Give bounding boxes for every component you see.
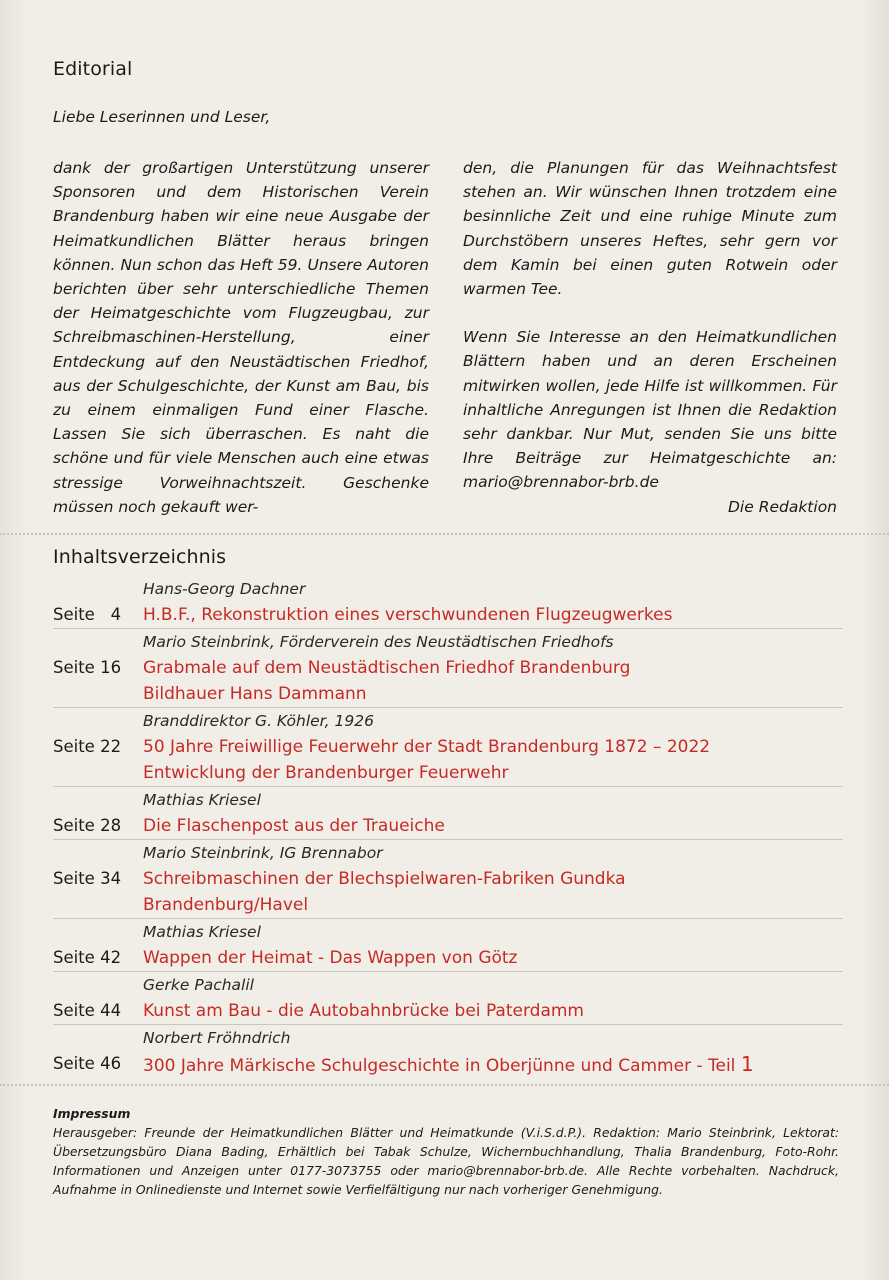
toc-entry	[53, 839, 843, 918]
toc-author: Norbert Fröhndrich	[143, 1029, 291, 1047]
toc-heading: Inhaltsverzeichnis	[53, 546, 227, 568]
table-of-contents	[53, 576, 843, 1079]
toc-entry	[53, 628, 843, 707]
editorial-signoff: Die Redaktion	[727, 497, 837, 516]
impressum	[53, 1104, 839, 1199]
editorial-salutation: Liebe Leserinnen und Leser,	[53, 108, 271, 126]
toc-title-text: 300 Jahre Märkische Schulgeschichte in Oberjünne und Cammer - Teil	[143, 1056, 741, 1076]
toc-page-number: Seite 16	[53, 658, 122, 677]
toc-title: Kunst am Bau - die Autobahnbrücke bei Paterdamm	[143, 1001, 584, 1021]
toc-entry	[53, 918, 843, 971]
toc-entry	[53, 1024, 843, 1079]
editorial-left-text: dank der großartigen Unterstützung unserer Sponsoren und dem Historischen Verein Brandenburg haben wir eine neue Ausgabe der Heimatkundlichen Blätter heraus bringen können. Nun schon das Heft 59. Unsere Autoren berichten über sehr unterschiedliche Themen der Heimatgeschichte vom Flugzeugbau, zur Schreibmaschinen-Herstellung, einer Entdeckung auf den Neustädtischen Friedhof, aus der Schulgeschichte, der Kunst am Bau, bis zu einem einmaligen Fund einer Flasche. Lassen Sie sich überraschen. Es naht die schöne und für viele Menschen auch eine etwas stressige Vorweihnachtszeit. Geschenke müssen noch gekauft wer-	[53, 159, 429, 516]
impressum-text: Herausgeber: Freunde der Heimatkundlichen Blätter und Heimatkunde (V.i.S.d.P.). Redaktion: Mario Steinbrink, Lektorat: Übersetzungsbüro Diana Bading, Erhältlich bei Tabak Schulze, Wichernbuchhandlung, Thalia Brandenburg, Foto-Rohr. Informationen und Anzeigen unter 0177-3073755 oder mario@brennabor-brb.de. Alle Rechte vorbehalten. Nachdruck, Aufnahme in Onlinedienste und Internet sowie Verfielfältigung nur nach vorheriger Genehmigung.	[53, 1125, 839, 1197]
toc-title-part-number: 1	[740, 1052, 754, 1076]
toc-page-number: Seite 44	[53, 1001, 122, 1020]
toc-entry	[53, 971, 843, 1024]
editorial-right-text-1: den, die Planungen für das Weihnachtsfest stehen an. Wir wünschen Ihnen trotzdem eine besinnliche Zeit und eine ruhige Minute zum Durchstöbern unseres Heftes, sehr gern vor dem Kamin bei einen guten Rotwein oder warmen Tee.	[463, 159, 837, 299]
toc-author: Mario Steinbrink, IG Brennabor	[143, 844, 383, 862]
section-divider-top	[0, 533, 889, 535]
toc-subtitle: Brandenburg/Havel	[143, 895, 309, 915]
toc-author: Mario Steinbrink, Förderverein des Neustädtischen Friedhofs	[143, 633, 614, 651]
toc-page-number: Seite 22	[53, 737, 122, 756]
toc-author: Branddirektor G. Köhler, 1926	[143, 712, 374, 730]
toc-author: Hans-Georg Dachner	[143, 580, 306, 598]
toc-entry	[53, 786, 843, 839]
toc-title: Die Flaschenpost aus der Traueiche	[143, 816, 445, 836]
toc-title: Grabmale auf dem Neustädtischen Friedhof Brandenburg	[143, 658, 631, 678]
editorial-heading: Editorial	[53, 58, 133, 80]
toc-author: Gerke Pachalil	[143, 976, 254, 994]
toc-title	[143, 1051, 843, 1079]
section-divider-bottom	[0, 1084, 889, 1086]
toc-page-number: Seite 34	[53, 869, 122, 888]
toc-title: Wappen der Heimat - Das Wappen von Götz	[143, 948, 518, 968]
toc-page-number: Seite 42	[53, 948, 122, 967]
editorial-left-column	[53, 156, 429, 519]
editorial-right-column	[463, 156, 837, 519]
editorial-right-text-2: Wenn Sie Interesse an den Heimatkundlichen Blättern haben und an deren Erscheinen mitwirken wollen, jede Hilfe ist willkommen. Für inhaltliche Anregungen ist Ihnen die Redaktion sehr dankbar. Nur Mut, senden Sie uns bitte Ihre Beiträge zur Heimatgeschichte an: mario@brennabor-brb.de	[463, 328, 837, 492]
impressum-heading: Impressum	[53, 1106, 131, 1121]
toc-title: 50 Jahre Freiwillige Feuerwehr der Stadt Brandenburg 1872 – 2022	[143, 737, 711, 757]
toc-page-number: Seite 28	[53, 816, 122, 835]
toc-subtitle: Entwicklung der Brandenburger Feuerwehr	[143, 763, 509, 783]
toc-entry	[53, 576, 843, 628]
toc-title: Schreibmaschinen der Blechspielwaren-Fabriken Gundka	[143, 869, 626, 889]
toc-page-number: Seite 4	[53, 605, 122, 624]
toc-title: H.B.F., Rekonstruktion eines verschwundenen Flugzeugwerkes	[143, 605, 673, 625]
toc-author: Mathias Kriesel	[143, 923, 261, 941]
toc-subtitle: Bildhauer Hans Dammann	[143, 684, 367, 704]
toc-page-number: Seite 46	[53, 1054, 122, 1073]
toc-author: Mathias Kriesel	[143, 791, 261, 809]
toc-entry	[53, 707, 843, 786]
